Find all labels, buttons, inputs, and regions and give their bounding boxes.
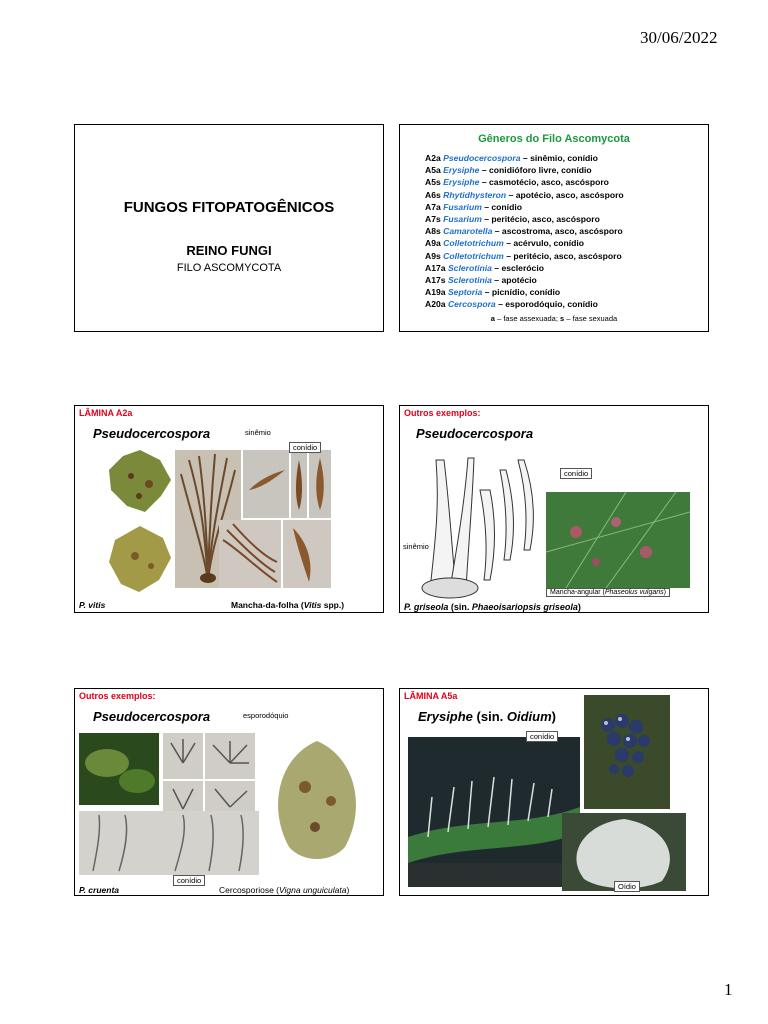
label-sinemio: sinêmio	[245, 428, 271, 437]
caption-species: P. vitis	[79, 600, 106, 610]
list-item: A5a Erysiphe – conidióforo livre, conídio	[425, 165, 592, 176]
label-conidio: conídio	[526, 731, 558, 742]
label-sinemio: sinêmio	[403, 542, 429, 551]
phase-note: a – fase assexuada; s – fase sexuada	[490, 314, 618, 323]
conidium-micrograph	[291, 450, 307, 518]
slide-subtitle-2: FILO ASCOMYCOTA	[176, 262, 282, 274]
cowpea-leaf-photo	[265, 737, 369, 867]
slide-title	[74, 124, 384, 332]
slide-genera-list	[399, 124, 709, 332]
conidiophore-micrograph	[219, 520, 281, 588]
sporodochium-micrograph	[205, 733, 255, 779]
list-item: A17s Sclerotinia – apotécio	[425, 275, 537, 286]
genus-title: Pseudocercospora	[93, 426, 211, 441]
caption-disease: Mancha-da-folha (Vitis spp.)	[231, 600, 345, 610]
lamina-label: LÂMINA A2a	[79, 408, 133, 418]
list-item: A2a Pseudocercospora – sinêmio, conídio	[425, 153, 598, 163]
grape-bunch-photo	[584, 695, 670, 809]
sporodochium-micrograph	[163, 733, 203, 779]
page-date: 30/06/2022	[640, 28, 718, 47]
list-item: A7s Fusarium – peritécio, asco, ascósporo	[425, 214, 600, 225]
grape-leaf-photo	[105, 446, 175, 594]
conidium-micrograph	[243, 450, 289, 518]
slide-outros-exemplos-2	[74, 688, 384, 896]
list-item: A19a Septoria – picnídio, conídio	[425, 287, 561, 298]
list-item: A9s Colletotrichum – peritécio, asco, ascósporo	[425, 250, 622, 261]
list-item: A20a Cercospora – esporodóquio, conídio	[425, 299, 598, 310]
slide-lamina-a2a	[74, 405, 384, 613]
photo-caption: Mancha-angular (Phaseolus vulgaris)	[546, 588, 670, 597]
slide-main-title: FUNGOS FITOPATOGÊNICOS	[123, 199, 335, 216]
field-leaves-photo	[79, 733, 159, 805]
slide-label: Outros exemplos:	[79, 691, 156, 701]
label-conidio: conídio	[560, 468, 592, 479]
caption-disease: Cercosporiose (Vigna unguiculata)	[219, 885, 350, 895]
conidium-micrograph	[283, 520, 331, 588]
label-conidio: conídio	[289, 442, 321, 453]
list-item: A17a Sclerotinia – esclerócio	[425, 262, 544, 273]
list-item: A9a Colletotrichum – acérvulo, conídio	[425, 238, 585, 249]
list-item: A7a Fusarium – conídio	[425, 201, 522, 212]
list-item: A8s Camarotella – ascostroma, asco, ascósporo	[425, 226, 623, 237]
caption-species: P. cruenta	[79, 885, 120, 895]
genus-title: Pseudocercospora	[93, 709, 211, 724]
label-oidio: Oídio	[614, 881, 640, 892]
genera-list	[425, 152, 624, 311]
lamina-label: LÂMINA A5a	[404, 691, 458, 701]
conidia-micrograph	[79, 811, 259, 875]
caption-species: P. griseola (sin. Phaeoisariopsis griseola)	[404, 602, 581, 612]
label-conidio: conídio	[173, 875, 205, 886]
genera-title: Gêneros do Filo Ascomycota	[478, 133, 630, 145]
list-item: A5s Erysiphe – casmotécio, asco, ascósporo	[425, 177, 609, 188]
erysiphe-micrograph	[408, 737, 580, 887]
list-item: A6s Rhytidhysteron – apotécio, asco, ascósporo	[425, 189, 624, 200]
bean-leaf-photo	[546, 492, 690, 588]
powdery-leaf-photo	[562, 813, 686, 891]
synnema-drawing	[410, 450, 546, 600]
label-esporodoquio: esporodóquio	[243, 711, 289, 720]
slide-lamina-a5a	[399, 688, 709, 896]
genus-title: Erysiphe (sin. Oidium)	[418, 709, 556, 724]
genus-title: Pseudocercospora	[416, 426, 534, 441]
slide-subtitle: REINO FUNGI	[186, 243, 272, 258]
slide-label: Outros exemplos:	[404, 408, 481, 418]
page-number: 1	[724, 980, 733, 999]
conidium-micrograph	[309, 450, 331, 518]
slide-outros-exemplos-1	[399, 405, 709, 613]
